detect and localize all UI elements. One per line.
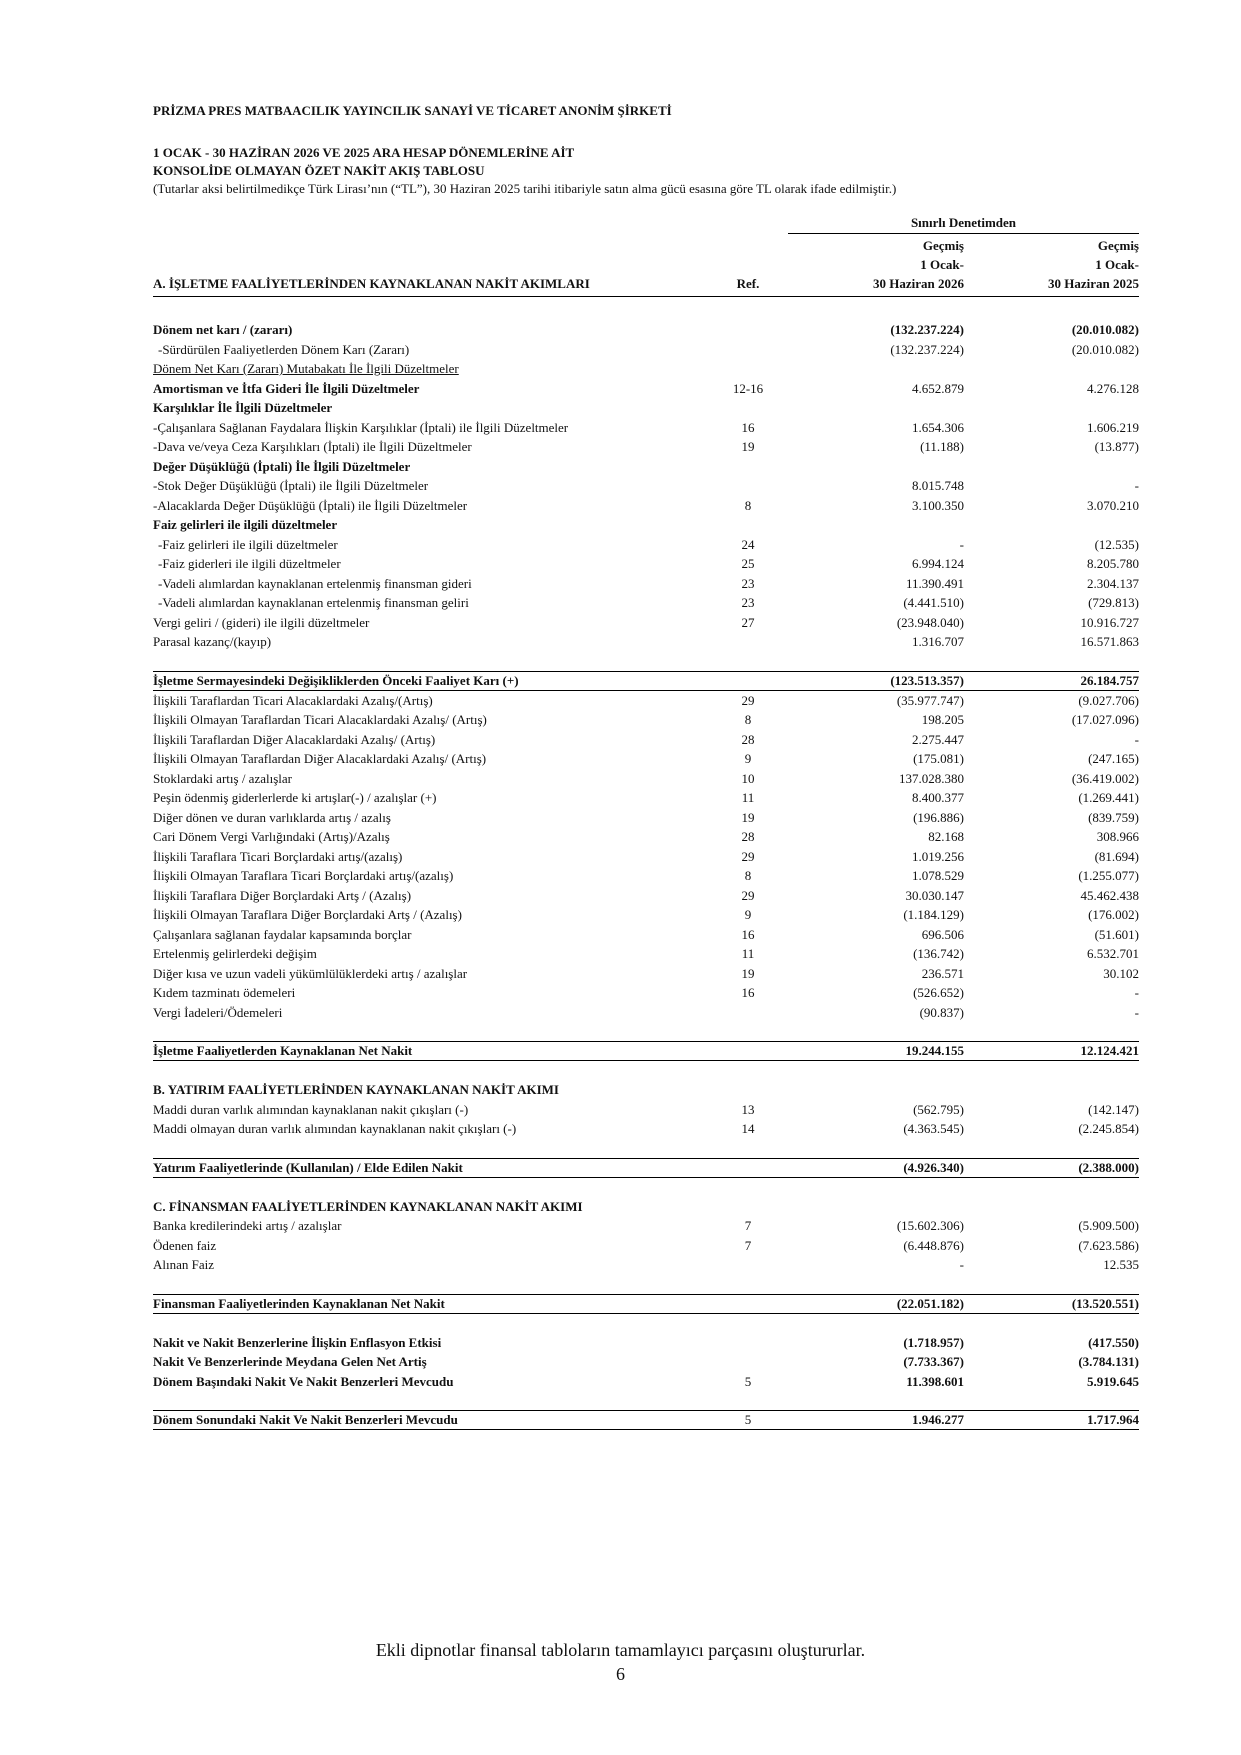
footer <box>0 1638 1241 1686</box>
row-value-2025: (20.010.082) <box>1071 322 1139 337</box>
row-label: -Vadeli alımlardan kaynaklanan ertelenmiş finansman geliri <box>158 595 469 610</box>
row-value-2026: 4.652.879 <box>912 380 964 396</box>
table-row <box>153 359 1139 379</box>
row-value-2026: - <box>959 1257 964 1272</box>
row-value-2026: 2.275.447 <box>912 731 964 747</box>
row-value-2025 <box>964 359 1139 379</box>
table-row <box>153 1294 1139 1313</box>
row-ref: 9 <box>744 751 752 766</box>
row-value-2026 <box>778 1080 964 1100</box>
row-label: Dönem Net Karı (Zararı) Mutabakatı İle İlgili Düzeltmeler <box>153 361 459 376</box>
row-value-2025: 12.124.421 <box>964 1042 1139 1061</box>
spacer-row <box>153 1061 1139 1081</box>
row-value-2025: - <box>1134 1004 1139 1020</box>
row-value-2025: (20.010.082) <box>1071 341 1139 357</box>
table-row <box>153 944 1139 964</box>
row-ref: 29 <box>741 848 755 864</box>
row-ref <box>718 1294 778 1313</box>
section-a-title: A. İŞLETME FAALİYETLERİNDEN KAYNAKLANAN NAKİT AKIMLARI <box>153 276 590 291</box>
row-value-2025: (9.027.706) <box>1078 692 1139 708</box>
row-ref <box>718 457 778 477</box>
row-value-2026 <box>778 1197 964 1217</box>
table-row <box>153 593 1139 613</box>
row-label: Stoklardaki artış / azalışlar <box>153 770 292 786</box>
table-row <box>153 1080 1139 1100</box>
spacer-row <box>153 1313 1139 1333</box>
row-label: İlişkili Taraflara Diğer Borçlardaki Artş / (Azalış) <box>153 887 412 903</box>
spacer-cell <box>153 1275 1139 1295</box>
col2-header-line3: 30 Haziran 2025 <box>1048 276 1139 291</box>
table-row <box>153 379 1139 399</box>
row-value-2025: (12.535) <box>1094 536 1139 552</box>
row-label: Çalışanlara sağlanan faydalar kapsamında borçlar <box>153 926 412 942</box>
row-ref <box>718 1197 778 1217</box>
table-row <box>153 749 1139 769</box>
spacer-cell <box>153 652 1139 672</box>
row-value-2026: (1.184.129) <box>903 907 964 922</box>
row-value-2026: 8.400.377 <box>912 790 964 805</box>
row-value-2025: (729.813) <box>1088 595 1139 610</box>
row-value-2026: 6.994.124 <box>912 556 964 571</box>
table-row <box>153 437 1139 457</box>
row-label: Amortisman ve İtfa Gideri İle İlgili Düzeltmeler <box>153 380 420 396</box>
row-ref <box>718 1333 778 1353</box>
row-label: B. YATIRIM FAALİYETLERİNDEN KAYNAKLANAN NAKİT AKIMI <box>153 1082 559 1097</box>
row-label: -Çalışanlara Sağlanan Faydalara İlişkin Karşılıklar (İptali) ile İlgili Düzeltmeler <box>153 419 569 435</box>
row-ref: 16 <box>741 985 755 1000</box>
row-value-2025: (142.147) <box>1088 1101 1139 1117</box>
row-value-2025: (17.027.096) <box>1071 712 1139 727</box>
spacer-cell <box>153 1139 1139 1159</box>
row-label: İlişkili Taraflardan Ticari Alacaklardaki Azalış/(Artış) <box>153 692 433 708</box>
row-ref: 29 <box>741 887 755 903</box>
row-value-2026 <box>778 359 964 379</box>
row-label: Ertelenmiş gelirlerdeki değişim <box>153 946 317 961</box>
table-row <box>153 808 1139 828</box>
row-value-2026: (4.926.340) <box>778 1158 964 1177</box>
table-row <box>153 1411 1139 1430</box>
row-value-2026: 1.078.529 <box>912 868 964 883</box>
header-rule <box>153 296 1139 297</box>
row-value-2026: (196.886) <box>913 809 964 825</box>
cash-flow-table <box>153 301 1139 1430</box>
row-ref: 19 <box>741 965 755 981</box>
row-ref: 24 <box>741 536 755 552</box>
row-value-2025: 30.102 <box>1103 965 1139 981</box>
row-label: Maddi duran varlık alımından kaynaklanan nakit çıkışları (-) <box>153 1101 469 1117</box>
row-value-2025: 308.966 <box>1096 829 1139 844</box>
row-value-2025: (1.269.441) <box>1078 790 1139 805</box>
row-value-2026: (123.513.357) <box>778 671 964 690</box>
table-row <box>153 1216 1139 1236</box>
row-value-2026: 1.946.277 <box>778 1411 964 1430</box>
row-label: Diğer kısa ve uzun vadeli yükümlülüklerdeki artış / azalışlar <box>153 965 468 981</box>
row-ref: 12-16 <box>732 380 764 396</box>
row-label: İlişkili Olmayan Taraflardan Diğer Alacaklardaki Azalış/ (Artış) <box>153 751 487 766</box>
row-value-2026: 11.398.601 <box>906 1373 964 1389</box>
currency-note: (Tutarlar aksi belirtilmedikçe Türk Lirası’nın (“TL”), 30 Haziran 2025 tarihi itibariyle satın alma gücü esasına göre TL olarak ifade edilmiştir.) <box>153 181 897 196</box>
row-ref <box>718 320 778 340</box>
row-value-2026: - <box>959 536 964 552</box>
table-row <box>153 964 1139 984</box>
row-ref: 19 <box>741 439 755 454</box>
table-row <box>153 866 1139 886</box>
row-value-2025: 5.919.645 <box>1087 1373 1139 1389</box>
spacer-row <box>153 1275 1139 1295</box>
row-ref: 10 <box>741 770 755 786</box>
row-label: Banka kredilerindeki artış / azalışlar <box>153 1218 342 1233</box>
spacer-row <box>153 1022 1139 1042</box>
row-label: -Faiz gelirleri ile ilgili düzeltmeler <box>158 536 338 552</box>
row-ref: 16 <box>741 419 755 435</box>
spacer-cell <box>153 1391 1139 1411</box>
row-value-2025: - <box>1134 985 1139 1000</box>
table-row <box>153 847 1139 867</box>
row-value-2025 <box>964 457 1139 477</box>
row-ref <box>718 1003 778 1023</box>
ref-column-header: Ref. <box>736 276 760 291</box>
row-value-2025: 8.205.780 <box>1087 556 1139 571</box>
row-ref: 23 <box>741 575 755 591</box>
row-label: Nakit ve Nakit Benzerlerine İlişkin Enflasyon Etkisi <box>153 1334 442 1350</box>
row-value-2025: (247.165) <box>1088 751 1139 766</box>
row-value-2025: (13.877) <box>1094 439 1139 454</box>
row-label: Faiz gelirleri ile ilgili düzeltmeler <box>153 517 338 532</box>
table-row <box>153 1100 1139 1120</box>
spacer-cell <box>153 1177 1139 1197</box>
table-row <box>153 632 1139 652</box>
row-value-2026 <box>778 515 964 535</box>
row-ref: 14 <box>741 1121 755 1136</box>
row-label: Parasal kazanç/(kayıp) <box>153 634 272 649</box>
row-label: -Sürdürülen Faaliyetlerden Dönem Karı (Zararı) <box>158 341 410 357</box>
row-value-2026: 1.316.707 <box>912 634 964 649</box>
row-label: Vergi İadeleri/Ödemeleri <box>153 1004 283 1020</box>
company-name: PRİZMA PRES MATBAACILIK YAYINCILIK SANAYİ VE TİCARET ANONİM ŞİRKETİ <box>153 103 672 118</box>
row-value-2025: - <box>1134 731 1139 747</box>
row-label: C. FİNANSMAN FAALİYETLERİNDEN KAYNAKLANAN NAKİT AKIMI <box>153 1198 583 1214</box>
row-label: İlişkili Olmayan Taraflardan Ticari Alacaklardaki Azalış/ (Artış) <box>153 712 487 727</box>
spacer-row <box>153 301 1139 320</box>
row-value-2026: 82.168 <box>928 829 964 844</box>
row-value-2025: 6.532.701 <box>1087 946 1139 961</box>
row-value-2026: 236.571 <box>921 965 964 981</box>
row-ref: 5 <box>744 1373 752 1389</box>
table-row <box>153 1119 1139 1139</box>
row-ref <box>718 359 778 379</box>
row-ref <box>718 476 778 496</box>
table-row <box>153 340 1139 360</box>
row-value-2026: (526.652) <box>913 985 964 1000</box>
spacer-row <box>153 652 1139 672</box>
row-ref <box>718 340 778 360</box>
row-label: İlişkili Taraflara Ticari Borçlardaki artış/(azalış) <box>153 848 403 864</box>
row-value-2025: (36.419.002) <box>1071 770 1139 786</box>
row-ref: 27 <box>741 614 755 630</box>
row-label: -Vadeli alımlardan kaynaklanan ertelenmiş finansman gideri <box>158 575 472 591</box>
row-value-2026: (35.977.747) <box>896 692 964 708</box>
table-row <box>153 769 1139 789</box>
row-value-2025: (5.909.500) <box>1078 1218 1139 1233</box>
row-ref <box>718 398 778 418</box>
row-value-2025: 45.462.438 <box>1080 887 1139 903</box>
table-row <box>153 1197 1139 1217</box>
row-value-2026: (132.237.224) <box>890 322 964 337</box>
row-value-2025: (81.694) <box>1094 848 1139 864</box>
col2-header-line2: 1 Ocak- <box>1095 257 1139 272</box>
statement-title: KONSOLİDE OLMAYAN ÖZET NAKİT AKIŞ TABLOSU <box>153 163 485 178</box>
row-value-2025: (2.245.854) <box>1078 1121 1139 1136</box>
col1-header-line1: Geçmiş <box>922 238 964 253</box>
row-value-2025: 26.184.757 <box>964 671 1139 690</box>
row-value-2026: (11.188) <box>920 439 964 454</box>
row-ref: 28 <box>741 829 755 844</box>
row-ref <box>718 1080 778 1100</box>
table-row <box>153 496 1139 516</box>
table-row <box>153 886 1139 906</box>
row-value-2025: 10.916.727 <box>1080 614 1139 630</box>
row-value-2026: (1.718.957) <box>903 1334 964 1350</box>
row-value-2025 <box>964 1197 1139 1217</box>
table-row <box>153 476 1139 496</box>
table-row <box>153 457 1139 477</box>
row-ref <box>718 515 778 535</box>
table-row <box>153 925 1139 945</box>
row-ref <box>718 1042 778 1061</box>
row-ref: 11 <box>741 946 755 961</box>
row-label: Finansman Faaliyetlerinden Kaynaklanan Net Nakit <box>153 1294 718 1313</box>
row-label: Ödenen faiz <box>153 1237 217 1253</box>
row-value-2025: (13.520.551) <box>964 1294 1139 1313</box>
row-value-2025: 2.304.137 <box>1087 575 1139 591</box>
table-row <box>153 554 1139 574</box>
row-ref <box>718 671 778 690</box>
spacer-cell <box>153 1061 1139 1081</box>
spacer-cell <box>153 1022 1139 1042</box>
row-value-2026 <box>778 457 964 477</box>
row-label: Alınan Faiz <box>153 1257 215 1272</box>
row-value-2026: 696.506 <box>921 926 964 942</box>
row-label: İşletme Faaliyetlerden Kaynaklanan Net Nakit <box>153 1042 718 1061</box>
table-row <box>153 788 1139 808</box>
row-ref: 25 <box>741 556 755 571</box>
audit-status-header: Sınırlı Denetimden <box>788 215 1139 234</box>
row-label: Maddi olmayan duran varlık alımından kaynaklanan nakit çıkışları (-) <box>153 1121 517 1136</box>
row-value-2025: 12.535 <box>1103 1257 1139 1272</box>
row-ref: 16 <box>741 926 755 942</box>
row-ref <box>718 632 778 652</box>
row-label: -Alacaklarda Değer Düşüklüğü (İptali) ile İlgili Düzeltmeler <box>153 497 468 513</box>
row-ref: 8 <box>744 497 752 513</box>
spacer-cell <box>153 1313 1139 1333</box>
row-ref: 8 <box>744 712 752 727</box>
row-value-2025: 1.717.964 <box>964 1411 1139 1430</box>
table-row <box>153 1158 1139 1177</box>
table-row <box>153 1372 1139 1392</box>
spacer-row <box>153 1391 1139 1411</box>
row-value-2026: (562.795) <box>913 1101 964 1117</box>
row-label: Yatırım Faaliyetlerinde (Kullanılan) / Elde Edilen Nakit <box>153 1158 718 1177</box>
table-row <box>153 418 1139 438</box>
row-label: İlişkili Taraflardan Diğer Alacaklardaki Azalış/ (Artış) <box>153 731 436 747</box>
row-value-2026: 1.019.256 <box>912 848 964 864</box>
table-row <box>153 613 1139 633</box>
row-value-2025: 3.070.210 <box>1087 497 1139 513</box>
spacer-row <box>153 1139 1139 1159</box>
row-value-2026: (15.602.306) <box>896 1218 964 1233</box>
table-row <box>153 535 1139 555</box>
row-value-2026: (23.948.040) <box>896 614 964 630</box>
row-value-2026: (90.837) <box>919 1004 964 1020</box>
row-value-2026: (175.081) <box>913 751 964 766</box>
spacer-row <box>153 1177 1139 1197</box>
table-row <box>153 827 1139 847</box>
row-value-2025: (2.388.000) <box>964 1158 1139 1177</box>
row-value-2025: (1.255.077) <box>1078 868 1139 883</box>
row-label: Karşılıklar İle İlgili Düzeltmeler <box>153 400 333 415</box>
table-row <box>153 1333 1139 1353</box>
table-row <box>153 1255 1139 1275</box>
row-ref <box>718 1352 778 1372</box>
row-value-2025: 4.276.128 <box>1087 380 1139 396</box>
row-ref: 23 <box>741 595 755 610</box>
table-row <box>153 983 1139 1003</box>
row-label: İlişkili Olmayan Taraflara Ticari Borçlardaki artış/(azalış) <box>153 868 454 883</box>
row-ref: 29 <box>741 692 755 708</box>
table-row <box>153 1352 1139 1372</box>
row-label: Peşin ödenmiş giderlerlerde ki artışlar(-) / azalışlar (+) <box>153 790 437 805</box>
row-value-2026: 137.028.380 <box>899 770 964 786</box>
row-ref: 5 <box>718 1411 778 1430</box>
table-row <box>153 574 1139 594</box>
col1-header-line2: 1 Ocak- <box>920 257 964 272</box>
row-value-2025: (51.601) <box>1094 926 1139 942</box>
row-label: Kıdem tazminatı ödemeleri <box>153 985 296 1000</box>
row-label: İşletme Sermayesindeki Değişikliklerden Önceki Faaliyet Karı (+) <box>153 671 718 690</box>
col2-header-line1: Geçmiş <box>1097 238 1139 253</box>
row-ref <box>718 1158 778 1177</box>
page-number: 6 <box>616 1664 625 1684</box>
row-ref: 7 <box>744 1237 752 1253</box>
row-label: Değer Düşüklüğü (İptali) İle İlgili Düzeltmeler <box>153 458 411 474</box>
row-ref: 11 <box>741 790 755 805</box>
table-row <box>153 730 1139 750</box>
row-value-2026: 8.015.748 <box>912 478 964 493</box>
row-ref: 8 <box>744 868 752 883</box>
row-value-2025: (417.550) <box>1088 1334 1139 1350</box>
row-ref: 9 <box>744 907 752 922</box>
table-row <box>153 320 1139 340</box>
row-value-2025: (176.002) <box>1088 907 1139 922</box>
row-label: -Faiz giderleri ile ilgili düzeltmeler <box>158 556 341 571</box>
row-label: Dönem Başındaki Nakit Ve Nakit Benzerleri Mevcudu <box>153 1373 454 1389</box>
table-row <box>153 905 1139 925</box>
row-label: Diğer dönen ve duran varlıklarda artış / azalış <box>153 809 391 825</box>
row-value-2026: (6.448.876) <box>903 1237 964 1253</box>
table-row <box>153 1042 1139 1061</box>
row-value-2025: 16.571.863 <box>1080 634 1139 649</box>
row-label: Vergi geliri / (gideri) ile ilgili düzeltmeler <box>153 614 370 630</box>
footer-note: Ekli dipnotlar finansal tabloların tamamlayıcı parçasını oluştururlar. <box>375 1640 866 1660</box>
col1-header-line3: 30 Haziran 2026 <box>873 276 964 291</box>
table-row <box>153 515 1139 535</box>
row-value-2025 <box>964 398 1139 418</box>
row-label: -Stok Değer Düşüklüğü (İptali) ile İlgili Düzeltmeler <box>153 478 429 493</box>
row-value-2026: (4.441.510) <box>903 595 964 610</box>
row-ref <box>718 1255 778 1275</box>
row-value-2025: (839.759) <box>1088 809 1139 825</box>
row-label: Nakit Ve Benzerlerinde Meydana Gelen Net Artiş <box>153 1354 427 1369</box>
row-ref: 28 <box>741 731 755 747</box>
table-row <box>153 710 1139 730</box>
row-label: -Dava ve/veya Ceza Karşılıkları (İptali) ile İlgili Düzeltmeler <box>153 439 472 454</box>
table-row <box>153 690 1139 710</box>
row-value-2026: 11.390.491 <box>905 575 964 591</box>
row-value-2026: (22.051.182) <box>778 1294 964 1313</box>
row-value-2026: (136.742) <box>913 946 964 961</box>
row-label: Cari Dönem Vergi Varlığındaki (Artış)/Azalış <box>153 829 390 844</box>
table-row <box>153 1003 1139 1023</box>
row-label: Dönem Sonundaki Nakit Ve Nakit Benzerleri Mevcudu <box>153 1411 718 1430</box>
statement-period-title: 1 OCAK - 30 HAZİRAN 2026 VE 2025 ARA HESAP DÖNEMLERİNE AİT <box>153 145 575 160</box>
row-value-2025 <box>964 1080 1139 1100</box>
table-row <box>153 1236 1139 1256</box>
row-ref: 19 <box>741 809 755 825</box>
row-value-2026: (7.733.367) <box>903 1354 964 1369</box>
row-value-2026: 3.100.350 <box>912 497 964 513</box>
row-value-2026: 30.030.147 <box>905 887 964 903</box>
row-label: İlişkili Olmayan Taraflara Diğer Borçlardaki Artş / (Azalış) <box>153 907 462 922</box>
row-value-2026: (4.363.545) <box>903 1121 964 1136</box>
row-value-2026 <box>778 398 964 418</box>
row-value-2026: (132.237.224) <box>890 341 964 357</box>
table-header <box>153 215 1139 301</box>
row-value-2025: (3.784.131) <box>1078 1354 1139 1369</box>
row-ref: 13 <box>741 1101 755 1117</box>
row-ref: 7 <box>744 1218 752 1233</box>
row-value-2025: 1.606.219 <box>1087 419 1139 435</box>
row-value-2026: 198.205 <box>921 712 964 727</box>
row-value-2026: 1.654.306 <box>912 419 964 435</box>
table-row <box>153 671 1139 690</box>
row-value-2025: - <box>1134 478 1139 493</box>
table-row <box>153 398 1139 418</box>
statement-page <box>153 103 1139 1430</box>
row-value-2025: (7.623.586) <box>1078 1237 1139 1253</box>
row-label: Dönem net karı / (zararı) <box>153 322 293 337</box>
row-value-2026: 19.244.155 <box>778 1042 964 1061</box>
spacer-cell <box>153 301 1139 320</box>
row-value-2025 <box>964 515 1139 535</box>
